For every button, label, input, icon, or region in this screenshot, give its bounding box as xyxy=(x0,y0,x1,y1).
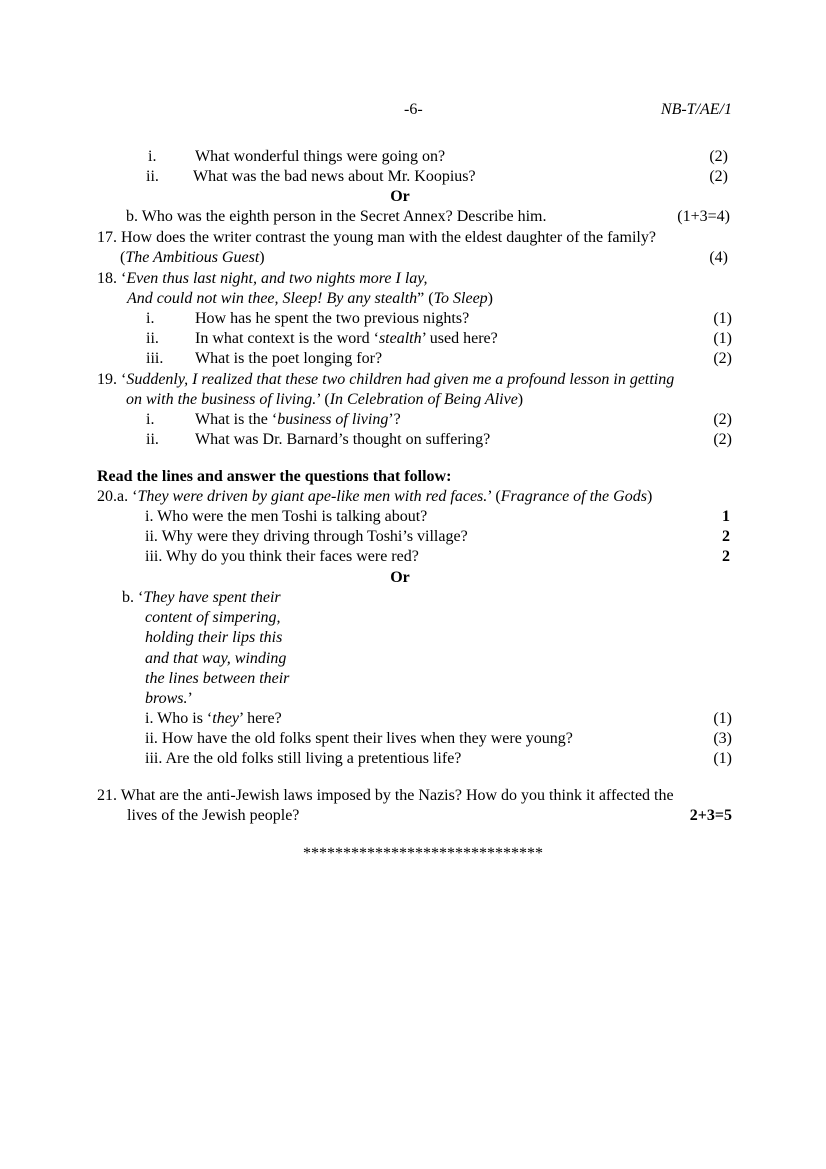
q19-quote-line2 xyxy=(126,390,523,410)
q20-or: Or xyxy=(390,569,410,586)
paper-code: NB-T/AE/1 xyxy=(660,101,732,118)
q20b-i-word: they xyxy=(212,710,239,727)
q18-quote-line2 xyxy=(127,289,493,309)
q20b-number: b. ‘ xyxy=(122,589,144,606)
q20b-ii-marks: (3) xyxy=(713,730,732,747)
q20b-poem-line3: holding their lips this xyxy=(145,629,283,646)
q17-source: The Ambitious Guest xyxy=(125,249,260,266)
q20a-src-close: ) xyxy=(646,488,653,505)
end-of-paper-stars: ****************************** xyxy=(303,845,543,862)
q19-ii-number: ii. xyxy=(146,431,159,448)
q18-src-close: ) xyxy=(487,290,493,307)
q20b-i-text xyxy=(145,709,282,729)
q19-i-marks: (2) xyxy=(713,411,732,428)
q20a-iii-marks: 2 xyxy=(722,548,730,565)
q18-i-number: i. xyxy=(146,310,155,327)
q16-ii-number: ii. xyxy=(146,168,159,185)
q18-quote-text1: Even thus last night, and two nights more I lay, xyxy=(126,270,428,287)
q20b-i-post: ’ here? xyxy=(238,710,282,727)
q20b-poem-text1: They have spent their xyxy=(143,589,281,606)
q16-b-marks: (1+3=4) xyxy=(677,208,730,225)
q16-or: Or xyxy=(390,188,410,205)
q20a-ii-text: ii. Why were they driving through Toshi’s village? xyxy=(145,528,468,545)
q20a-ii-marks: 2 xyxy=(722,528,730,545)
q19-quote-text1: Suddenly, I realized that these two children had given me a profound lesson in getting xyxy=(126,371,675,388)
q20b-i-marks: (1) xyxy=(713,710,732,727)
q16-i-text: What wonderful things were going on? xyxy=(195,148,446,165)
q20a-close: ’ ( xyxy=(487,488,501,505)
q18-ii-pre: In what context is the word ‘ xyxy=(195,330,379,347)
q18-ii-text xyxy=(195,329,498,349)
q20b-poem-text6: brows. xyxy=(145,690,188,707)
q20b-poem-line1 xyxy=(122,588,281,608)
section-heading: Read the lines and answer the questions that follow: xyxy=(97,468,452,485)
q16-i-number: i. xyxy=(148,148,157,165)
q18-ii-word: stealth xyxy=(378,330,422,347)
q20b-iii-marks: (1) xyxy=(713,750,732,767)
q18-i-marks: (1) xyxy=(713,310,732,327)
q19-src-close: ) xyxy=(517,391,524,408)
q18-number: 18. xyxy=(97,270,121,287)
q20a-source: Fragrance of the Gods xyxy=(500,488,647,505)
q18-source: To Sleep xyxy=(433,290,488,307)
q16-i-marks: (2) xyxy=(709,148,728,165)
q18-ii-post: ’ used here? xyxy=(421,330,498,347)
q20b-i-pre: i. Who is ‘ xyxy=(145,710,213,727)
q19-i-post: ’? xyxy=(388,411,401,428)
q19-quote-open: ‘ xyxy=(121,371,127,388)
q20b-iii-text: iii. Are the old folks still living a pretentious life? xyxy=(145,750,462,767)
q18-iii-text: What is the poet longing for? xyxy=(195,350,383,367)
q21-text-line2: lives of the Jewish people? xyxy=(127,807,300,824)
q21-marks: 2+3=5 xyxy=(689,807,732,824)
q16-ii-marks: (2) xyxy=(709,168,728,185)
q19-i-pre: What is the ‘ xyxy=(195,411,278,428)
q17-source-line xyxy=(120,248,265,268)
q20a-i-text: i. Who were the men Toshi is talking about? xyxy=(145,508,428,525)
q19-src-open: ( xyxy=(320,391,330,408)
q20a-quote: They were driven by giant ape-like men with red faces. xyxy=(137,488,488,505)
q18-quote-close: ” xyxy=(417,290,425,307)
q20b-poem-line2: content of simpering, xyxy=(145,609,281,626)
q20b-poem-line5: the lines between their xyxy=(145,670,290,687)
q19-number: 19. xyxy=(97,371,121,388)
q19-ii-text: What was Dr. Barnard’s thought on suffering? xyxy=(195,431,491,448)
q17-source-open: ( xyxy=(120,249,126,266)
q19-i-number: i. xyxy=(146,411,155,428)
q20a-iii-text: iii. Why do you think their faces were red? xyxy=(145,548,419,565)
q18-i-text: How has he spent the two previous nights? xyxy=(195,310,470,327)
q18-src-open: ( xyxy=(424,290,434,307)
q20b-poem-line4: and that way, winding xyxy=(145,650,287,667)
q19-quote-text2: on with the business of living. xyxy=(126,391,317,408)
q19-quote-line1 xyxy=(97,370,674,390)
q19-source: In Celebration of Being Alive xyxy=(329,391,518,408)
q19-i-word: business of living xyxy=(277,411,389,428)
q17-marks: (4) xyxy=(709,249,728,266)
q17-source-close: ) xyxy=(259,249,265,266)
q18-iii-marks: (2) xyxy=(713,350,732,367)
q20b-close: ’ xyxy=(187,690,193,707)
q17-text: 17. How does the writer contrast the young man with the eldest daughter of the family? xyxy=(97,229,656,246)
q19-quote-close: ’ xyxy=(316,391,321,408)
q18-quote-open: ‘ xyxy=(121,270,127,287)
q18-ii-number: ii. xyxy=(146,330,159,347)
q20a-quote-line xyxy=(97,487,652,507)
q18-quote-line1 xyxy=(97,269,428,289)
q18-iii-number: iii. xyxy=(146,350,164,367)
q19-i-text xyxy=(195,410,401,430)
q18-quote-text2: And could not win thee, Sleep! By any stealth xyxy=(127,290,418,307)
page-number: -6- xyxy=(404,101,423,118)
q20a-number: 20.a. ‘ xyxy=(97,488,138,505)
q21-text-line1: 21. What are the anti-Jewish laws imposed by the Nazis? How do you think it affected the xyxy=(97,787,674,804)
q16-ii-text: What was the bad news about Mr. Koopius? xyxy=(193,168,476,185)
q16-b-text: b. Who was the eighth person in the Secret Annex? Describe him. xyxy=(126,208,547,225)
q20a-i-marks: 1 xyxy=(722,508,730,525)
q18-ii-marks: (1) xyxy=(713,330,732,347)
q20b-poem-line6 xyxy=(145,689,193,709)
q19-ii-marks: (2) xyxy=(713,431,732,448)
q20b-ii-text: ii. How have the old folks spent their lives when they were young? xyxy=(145,730,573,747)
